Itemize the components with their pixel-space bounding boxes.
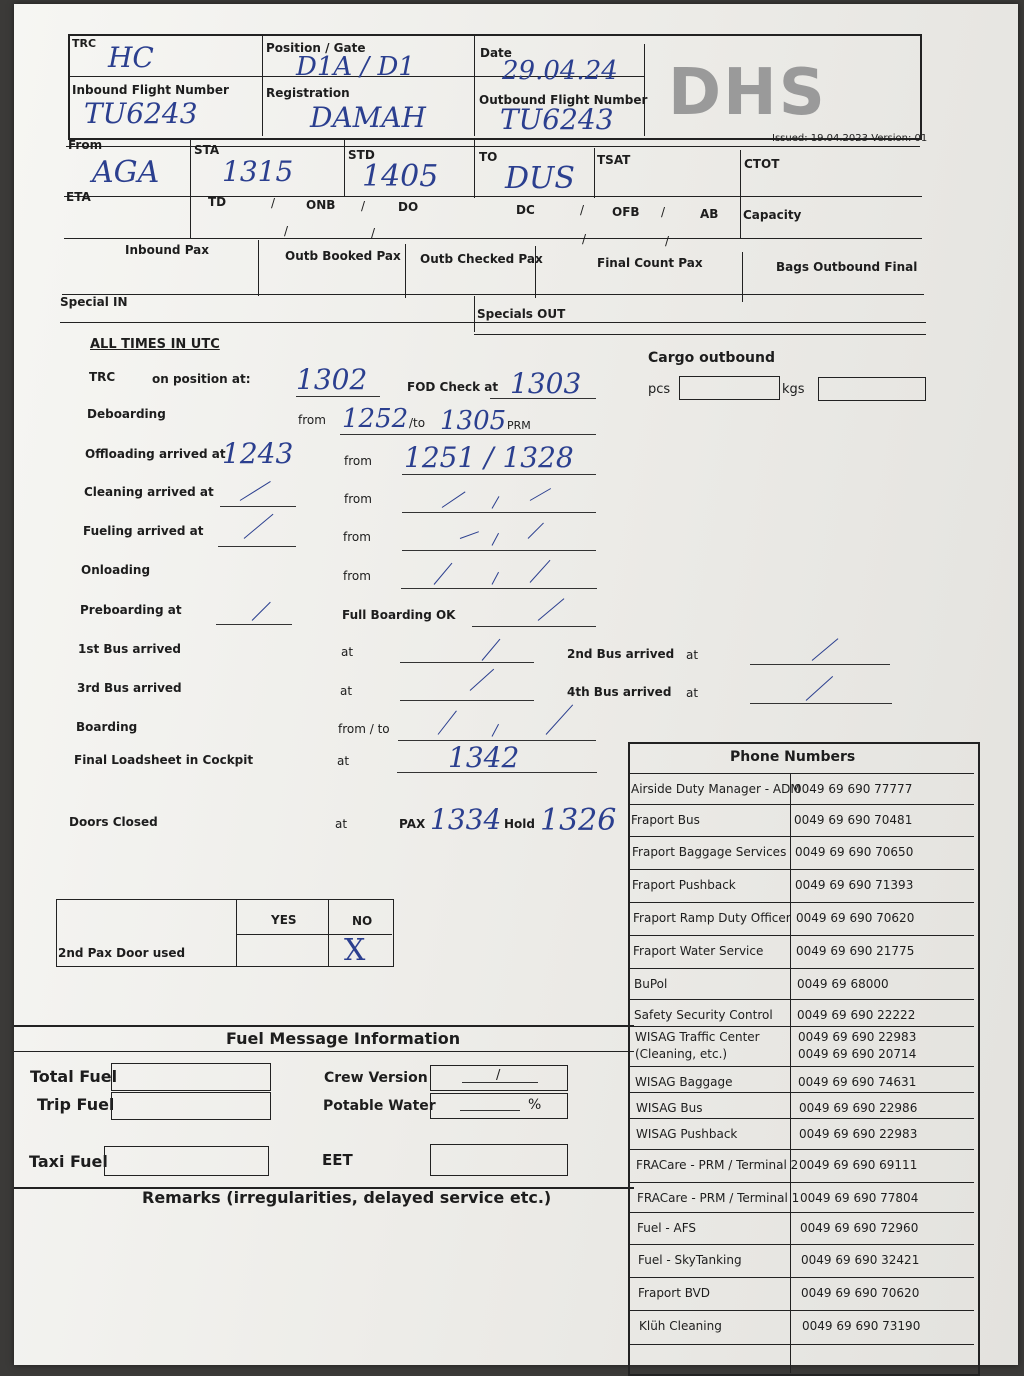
bus3-label: 3rd Bus arrived xyxy=(77,681,182,695)
bus4-at-label: at xyxy=(686,686,699,700)
phone-contact-name: Fraport Baggage Services xyxy=(632,845,787,859)
registration-label: Registration xyxy=(266,86,350,100)
to-value: DUS xyxy=(505,161,575,196)
phone-contact-name: WISAG Traffic Center xyxy=(635,1030,760,1044)
deboarding-from-label: from xyxy=(298,413,326,427)
pax-door-yes-label: YES xyxy=(271,913,297,927)
phone-contact-name: FRACare - PRM / Terminal 1 xyxy=(637,1191,800,1205)
loadsheet-label: Final Loadsheet in Cockpit xyxy=(74,753,254,767)
phone-number[interactable]: 0049 69 690 22986 xyxy=(799,1101,918,1115)
total-fuel-field[interactable] xyxy=(111,1063,271,1091)
phone-contact-name: WISAG Pushback xyxy=(636,1127,738,1141)
inbound-pax-label: Inbound Pax xyxy=(125,243,210,257)
phone-contact-name: BuPol xyxy=(634,977,668,991)
to-label: TO xyxy=(479,150,498,164)
phone-contact-name: FRACare - PRM / Terminal 2 xyxy=(636,1158,799,1172)
issued-version: Issued: 19.04.2023 Version: 01 xyxy=(772,133,928,144)
phone-number[interactable]: 0049 69 690 69111 xyxy=(799,1158,918,1172)
fod-check-label: FOD Check at xyxy=(407,380,499,394)
bus2-at-label: at xyxy=(686,648,699,662)
offloading-from-label: from xyxy=(344,454,372,468)
pax-door-no-checkmark[interactable]: X xyxy=(344,933,366,968)
phone-number[interactable]: 0049 69 690 70620 xyxy=(801,1286,920,1300)
cargo-outbound-heading: Cargo outbound xyxy=(648,350,776,366)
phone-number[interactable]: 0049 69 690 77777 xyxy=(794,782,913,796)
phone-number[interactable]: 0049 69 690 70481 xyxy=(794,813,913,827)
boarding-label: Boarding xyxy=(76,720,138,734)
phone-number[interactable]: 0049 69 690 70620 xyxy=(796,911,915,925)
all-times-utc-heading: ALL TIMES IN UTC xyxy=(90,337,220,352)
from-value: AGA xyxy=(92,155,160,190)
deboarding-from-value: 1252 xyxy=(342,404,409,434)
potable-water-label: Potable Water xyxy=(323,1098,436,1114)
cleaning-label: Cleaning arrived at xyxy=(84,485,214,499)
phone-number[interactable]: 0049 69 690 70650 xyxy=(795,845,914,859)
total-fuel-label: Total Fuel xyxy=(30,1067,118,1086)
deboarding-label: Deboarding xyxy=(87,407,166,421)
loadsheet-at-label: at xyxy=(337,754,350,768)
do-label: DO xyxy=(398,200,419,214)
bus2-label: 2nd Bus arrived xyxy=(567,647,675,661)
trip-fuel-label: Trip Fuel xyxy=(37,1095,115,1114)
full-boarding-label: Full Boarding OK xyxy=(342,608,456,622)
phone-number[interactable]: 0049 69 690 77804 xyxy=(800,1191,919,1205)
date-label: Date xyxy=(480,46,512,60)
phone-number[interactable]: 0049 69 690 22983 xyxy=(799,1127,918,1141)
bus1-at-label: at xyxy=(341,645,354,659)
offloading-from-value: 1251 / 1328 xyxy=(404,441,574,474)
cargo-kgs-label: kgs xyxy=(782,382,805,397)
remarks-label: Remarks (irregularities, delayed service etc.) xyxy=(142,1188,552,1207)
phone-number[interactable]: 0049 69 690 32421 xyxy=(801,1253,920,1267)
final-count-label: Final Count Pax xyxy=(597,256,703,270)
ab-label: AB xyxy=(700,207,719,221)
cargo-pcs-field[interactable] xyxy=(679,376,780,400)
taxi-fuel-label: Taxi Fuel xyxy=(29,1152,108,1171)
tsat-label: TSAT xyxy=(597,153,631,167)
prm-label: PRM xyxy=(507,419,531,432)
phone-contact-name: Fraport Water Service xyxy=(633,944,764,958)
offloading-value: 1243 xyxy=(222,437,294,470)
outb-booked-label: Outb Booked Pax xyxy=(285,249,401,263)
inbound-flight-label: Inbound Flight Number xyxy=(72,83,229,97)
cargo-kgs-field[interactable] xyxy=(818,377,926,401)
phone-contact-name: Fraport Pushback xyxy=(632,878,736,892)
deboarding-to-value: 1305 xyxy=(440,406,507,436)
phone-contact-name: WISAG Bus xyxy=(636,1101,703,1115)
phone-number-secondary[interactable]: 0049 69 690 20714 xyxy=(798,1047,917,1061)
doors-at-label: at xyxy=(335,817,348,831)
sta-label: STA xyxy=(194,143,220,157)
offloading-label: Offloading arrived at xyxy=(85,447,226,461)
fueling-label: Fueling arrived at xyxy=(83,524,204,538)
phone-number[interactable]: 0049 69 690 74631 xyxy=(798,1075,917,1089)
specials-out-label: Specials OUT xyxy=(477,307,566,321)
fuel-heading: Fuel Message Information xyxy=(226,1029,461,1048)
td-label: TD xyxy=(208,195,227,209)
outb-checked-label: Outb Checked Pax xyxy=(420,252,543,266)
phone-numbers-heading: Phone Numbers xyxy=(730,749,856,765)
phone-contact-name-sub: (Cleaning, etc.) xyxy=(635,1047,728,1061)
phone-number[interactable]: 0049 69 690 22222 xyxy=(797,1008,916,1022)
remarks-area[interactable] xyxy=(14,1212,626,1362)
preboarding-label: Preboarding at xyxy=(80,603,182,617)
bus3-at-label: at xyxy=(340,684,353,698)
from-label: From xyxy=(68,138,103,152)
fod-check-value: 1303 xyxy=(510,367,582,400)
inbound-flight-value: TU6243 xyxy=(84,97,198,130)
phone-number[interactable]: 0049 69 690 21775 xyxy=(796,944,915,958)
eta-label: ETA xyxy=(66,190,91,204)
onloading-label: Onloading xyxy=(81,563,151,577)
cleaning-from-label: from xyxy=(344,492,372,506)
eet-label: EET xyxy=(322,1151,353,1169)
phone-contact-name: WISAG Baggage xyxy=(635,1075,733,1089)
phone-number[interactable]: 0049 69 68000 xyxy=(797,977,889,991)
on-position-value: 1302 xyxy=(296,363,368,396)
ctot-label: CTOT xyxy=(744,157,780,171)
phone-contact-name: Fraport Bus xyxy=(631,813,700,827)
ofb-label: OFB xyxy=(612,205,640,219)
position-gate-label: Position / Gate xyxy=(266,41,366,55)
loadsheet-value: 1342 xyxy=(448,741,520,774)
position-gate-value: D1A / D1 xyxy=(296,52,415,82)
phone-contact-name: Airside Duty Manager - ADM xyxy=(631,782,801,796)
trc-on-position-label: TRC xyxy=(89,370,116,384)
bus1-label: 1st Bus arrived xyxy=(78,642,182,656)
crew-version-label: Crew Version xyxy=(324,1070,428,1086)
doors-closed-label: Doors Closed xyxy=(69,815,158,829)
phone-number[interactable]: 0049 69 690 22983 xyxy=(798,1030,917,1044)
boarding-fromto-label: from / to xyxy=(338,722,390,736)
std-value: 1405 xyxy=(362,159,439,194)
registration-value: DAMAH xyxy=(310,101,426,134)
pax-door-no-label: NO xyxy=(352,914,373,928)
deboarding-to-label: /to xyxy=(409,416,426,430)
potable-water-field[interactable] xyxy=(430,1093,568,1119)
dc-label: DC xyxy=(516,203,535,217)
phone-number[interactable]: 0049 69 690 72960 xyxy=(800,1221,919,1235)
phone-number[interactable]: 0049 69 690 71393 xyxy=(795,878,914,892)
phone-contact-name: Fuel - SkyTanking xyxy=(638,1253,742,1267)
sta-value: 1315 xyxy=(222,155,294,188)
on-position-label: on position at: xyxy=(152,372,251,386)
pax-value: 1334 xyxy=(430,803,502,836)
capacity-label: Capacity xyxy=(743,208,802,222)
phone-contact-name: Klüh Cleaning xyxy=(639,1319,722,1333)
phone-contact-name: Safety Security Control xyxy=(634,1008,773,1022)
trc-value: HC xyxy=(108,41,154,74)
potable-water-unit: % xyxy=(528,1097,542,1113)
bus4-label: 4th Bus arrived xyxy=(567,685,672,699)
pax-door-row-label: 2nd Pax Door used xyxy=(58,946,186,960)
eet-field[interactable] xyxy=(430,1144,568,1176)
std-label: STD xyxy=(348,148,375,162)
trip-fuel-field[interactable] xyxy=(111,1092,271,1120)
date-value: 29.04.24 xyxy=(502,56,618,86)
phone-number[interactable]: 0049 69 690 73190 xyxy=(802,1319,921,1333)
taxi-fuel-field[interactable] xyxy=(104,1146,269,1176)
pax-label: PAX xyxy=(399,817,426,831)
fueling-from-label: from xyxy=(343,530,371,544)
dhs-logo: DHS xyxy=(668,62,896,124)
onb-label: ONB xyxy=(306,198,336,212)
bags-outbound-label: Bags Outbound Final xyxy=(776,260,918,274)
trc-label: TRC xyxy=(72,37,97,50)
cargo-pcs-label: pcs xyxy=(648,382,671,397)
special-in-label: Special IN xyxy=(60,295,128,309)
phone-contact-name: Fraport BVD xyxy=(638,1286,711,1300)
phone-contact-name: Fuel - AFS xyxy=(637,1221,697,1235)
outbound-flight-label: Outbound Flight Number xyxy=(479,93,648,107)
hold-value: 1326 xyxy=(540,803,617,838)
phone-contact-name: Fraport Ramp Duty Officer xyxy=(633,911,791,925)
outbound-flight-value: TU6243 xyxy=(500,103,614,136)
hold-label: Hold xyxy=(504,817,535,831)
onloading-from-label: from xyxy=(343,569,371,583)
